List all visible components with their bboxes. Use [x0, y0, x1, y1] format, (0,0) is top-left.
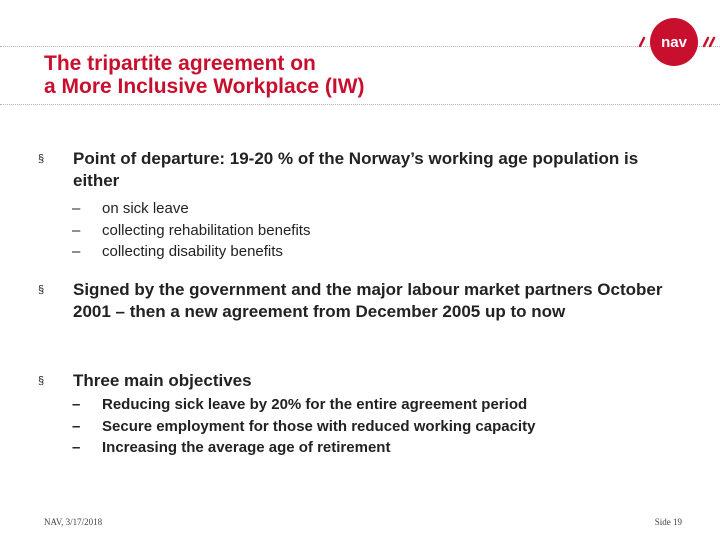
- sub-item: – collecting disability benefits: [72, 243, 283, 260]
- bullet-text: Point of departure: 19-20 % of the Norway’s working age population is either: [73, 149, 639, 190]
- sub-item: – Secure employment for those with reduced working capacity: [72, 417, 536, 435]
- bullet-marker: §: [38, 375, 45, 387]
- sub-item: – Reducing sick leave by 20% for the entire agreement period: [72, 396, 528, 413]
- bullet-point-of-departure: [38, 148, 678, 192]
- title-line-2: a More Inclusive Workplace (IW): [44, 75, 365, 98]
- title-line-1: The tripartite agreement on: [44, 52, 316, 75]
- sub-item: – on sick leave: [72, 200, 189, 217]
- title-dotted-divider: [0, 104, 720, 105]
- sub-item: – Increasing the average age of retirement: [72, 439, 391, 456]
- bullet-text: Signed by the government and the major labour market partners October 2001 – then a new agreement from December 2005 up to now: [73, 280, 663, 321]
- logo-text: nav: [661, 34, 687, 51]
- bullet-text: Three main objectives: [73, 371, 252, 390]
- sub-list-1: [72, 198, 310, 263]
- sub-list-3: [72, 394, 535, 459]
- bullet-marker: §: [38, 284, 45, 296]
- footer-page-number: Side 19: [654, 517, 682, 527]
- nav-logo: [636, 14, 718, 68]
- bullet-marker: §: [38, 153, 45, 165]
- bullet-signed-by: [38, 279, 694, 323]
- slide-title: [44, 52, 365, 98]
- footer-date: NAV, 3/17/2018: [44, 517, 103, 527]
- bullet-main-objectives: [38, 370, 678, 392]
- sub-item: – collecting rehabilitation benefits: [72, 221, 311, 239]
- top-dotted-divider: [0, 46, 720, 47]
